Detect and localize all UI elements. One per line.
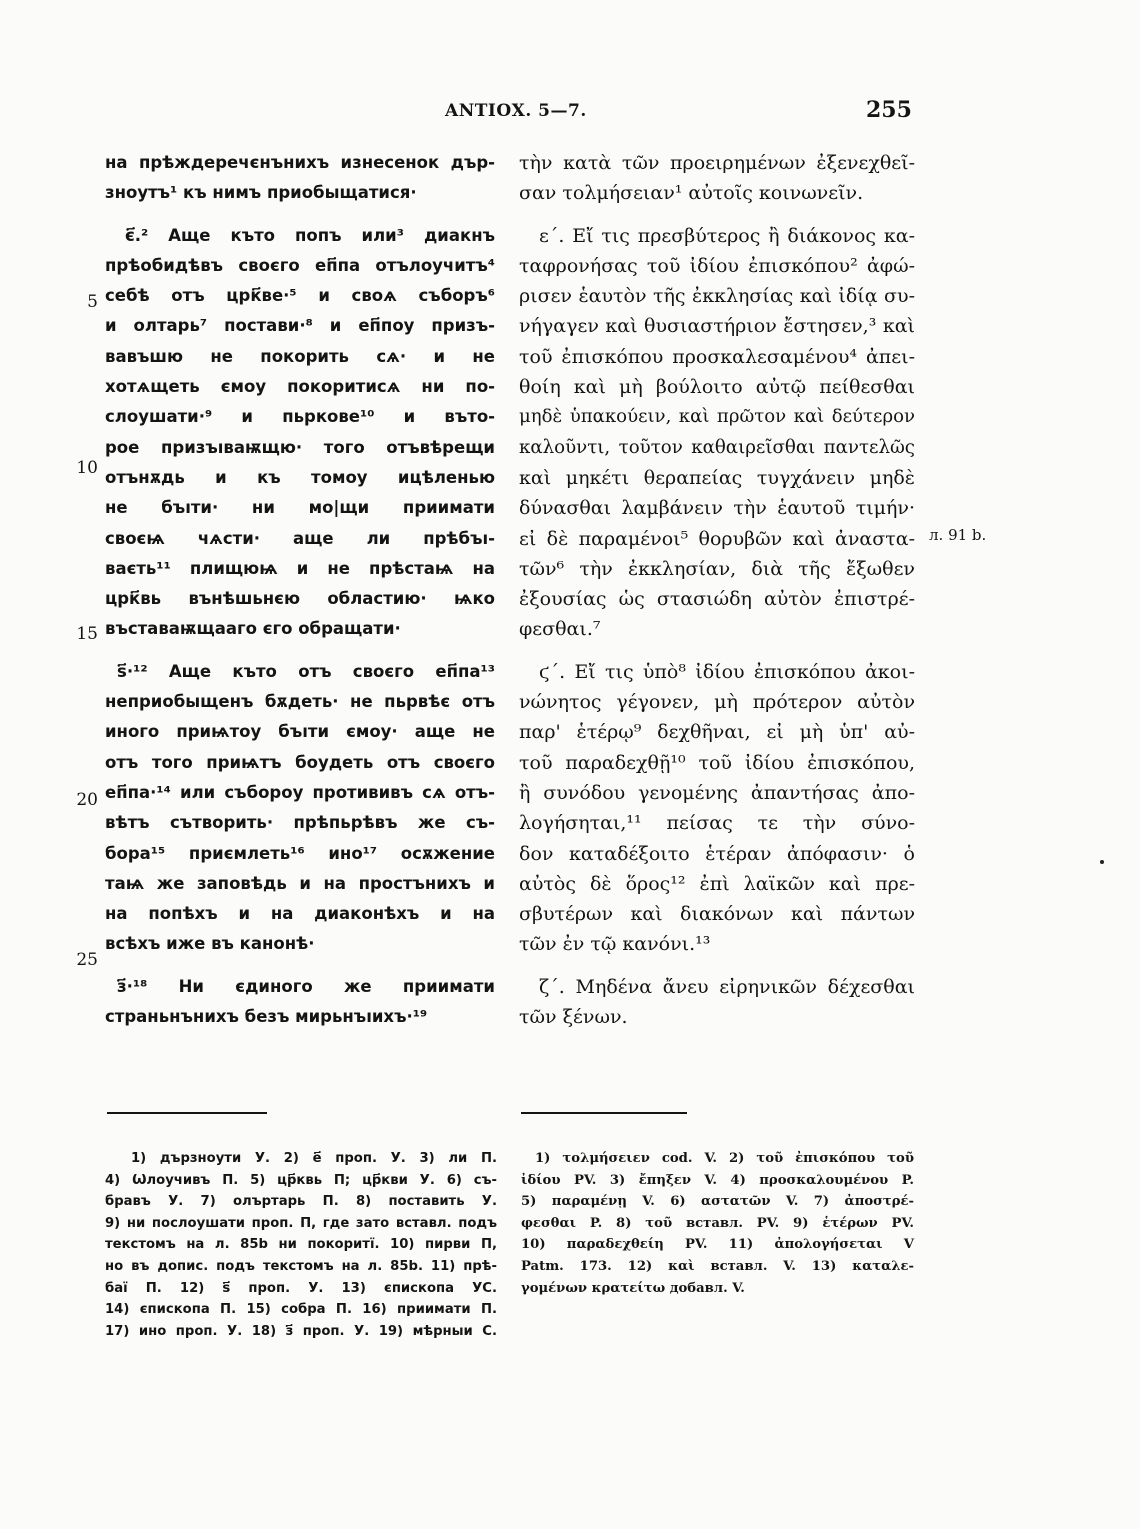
text-line: νήγαγεν καὶ θυσιαστήριον ἔστησεν,³ καὶ bbox=[519, 315, 915, 338]
text-line: ζ΄. Μηδένα ἄνευ εἰρηνικῶν δέχεσθαι bbox=[539, 975, 915, 998]
text-line: своєѩ чѧсти· аще ли прѣбъı- bbox=[105, 528, 495, 548]
text-line: вавъшю не покорить сѧ· и не bbox=[105, 346, 495, 366]
stray-mark bbox=[1100, 860, 1104, 864]
slavonic-footnotes bbox=[105, 1148, 497, 1342]
text-line: вѣтъ сътворить· прѣпьрѣвъ же съ- bbox=[105, 813, 495, 833]
text-line: ρισεν ἑαυτὸν τῆς ἐκκλησίας καὶ ἰδίᾳ συ- bbox=[519, 285, 915, 308]
text-line: καὶ μηκέτι θεραπείας τυγχάνειν μηδὲ bbox=[519, 466, 915, 489]
text-line: ταφρονήσας τοῦ ἰδίου ἐπισκόπου² ἀφώ- bbox=[519, 254, 915, 277]
slavonic-column bbox=[105, 148, 495, 1032]
text-line: всѣхъ иже въ канонѣ· bbox=[105, 934, 315, 954]
footnote-line: бaї П. 12) ѕ҃ проп. У. 13) єпископа УС. bbox=[105, 1280, 497, 1296]
text-line: еп҃па·¹⁴ или събороу протививъ сѧ отъ- bbox=[105, 782, 495, 802]
text-line: ἐξουσίας ὡς στασιώδη αὐτὸν ἐπιστρέ- bbox=[519, 588, 915, 611]
footnote-line: 4) Ѡлоучивъ П. 5) цр҃квь П; цр҃кви У. 6) съ- bbox=[105, 1172, 497, 1188]
line-number: 20 bbox=[76, 790, 98, 810]
text-line: неприобыщенъ бѫдеть· не пьрвѣє отъ bbox=[105, 692, 495, 712]
text-line: страньнънихъ безъ мирьнъıихъ·¹⁹ bbox=[105, 1007, 428, 1027]
text-line: на попѣхъ и на диаконѣхъ и на bbox=[105, 904, 495, 924]
page-number: 255 bbox=[866, 97, 912, 123]
text-line: σβυτέρων καὶ διακόνων καὶ πάντων bbox=[519, 903, 915, 926]
footnote-line: но въ допис. подъ текстомъ на л. 85b. 11) прѣ- bbox=[105, 1258, 497, 1274]
text-line: и олтарь⁷ постави·⁸ и еп҃поу призъ- bbox=[105, 316, 495, 336]
footnote-line: γομένων κρατείτω добавл. V. bbox=[521, 1280, 745, 1296]
footnote-line: бравъ У. 7) олъртарь П. 8) поставить У. bbox=[105, 1194, 497, 1210]
line-number: 5 bbox=[87, 292, 98, 312]
line-number: 15 bbox=[76, 624, 98, 644]
text-line: себѣ отъ црк҃ве·⁵ и своѧ съборъ⁶ bbox=[105, 286, 495, 306]
text-line: ϛ΄. Εἴ τις ὑπὸ⁸ ἰδίου ἐπισκόπου ἀκοι- bbox=[539, 660, 915, 683]
text-line: τοῦ ἐπισκόπου προσκαλεσαμένου⁴ ἀπει- bbox=[519, 345, 915, 368]
footnote-line: 17) ино проп. У. 18) з҃ проп. У. 19) мѣрныи С. bbox=[105, 1323, 497, 1339]
greek-column bbox=[519, 148, 915, 1032]
text-line: отъ того приѩтъ боудеть отъ своєго bbox=[105, 752, 495, 772]
footnote-rule-left bbox=[107, 1112, 267, 1114]
text-line: зноутъ¹ къ нимъ приобыщатися· bbox=[105, 183, 417, 203]
text-line: таѩ же заповѣдь и на простънихъ и bbox=[105, 873, 495, 893]
text-line: δον καταδέξοιτο ἑτέραν ἀπόφασιν· ὁ bbox=[519, 842, 915, 865]
footnote-line: 14) єпископа П. 15) собра П. 16) приимати П. bbox=[105, 1302, 497, 1318]
text-line: καλοῦντι, τοῦτον καθαιρεῖσθαι παντελῶς bbox=[519, 436, 915, 458]
text-line: хотѧщеть ємоу покоритисѧ ни по- bbox=[105, 377, 495, 397]
running-head: ΑΝΤΙΟΧ. 5—7. bbox=[445, 101, 587, 121]
text-line: на прѣждеречєнънихъ изнесенок дър- bbox=[105, 153, 495, 172]
text-line: иного приѩтоу бъıти ємоу· аще не bbox=[105, 722, 495, 742]
text-line: слоушати·⁹ и пьркове¹⁰ и вътo- bbox=[105, 407, 495, 427]
text-line: рое призъıваѭщю· того отъвѣрещи bbox=[105, 437, 495, 457]
text-line: ѕ҃·¹² Аще къто отъ своєго еп҃па¹³ bbox=[117, 661, 495, 681]
text-line: црк҃вь вънѣшьнєю областию· ѩко bbox=[105, 589, 495, 609]
footnote-line: 9) ни послоушати проп. П, где зато вставл. подъ bbox=[105, 1215, 497, 1231]
footnote-line: 5) παραμένῃ V. 6) αστατῶν V. 7) ἀποστρέ- bbox=[521, 1194, 914, 1210]
text-line: з҃·¹⁸ Ни єдиного же приимати bbox=[117, 976, 495, 996]
text-line: τοῦ παραδεχθῇ¹⁰ τοῦ ἰδίου ἐπισκόπου, bbox=[519, 751, 915, 774]
text-line: прѣобидѣвъ своєго еп҃па отълоучитъ⁴ bbox=[105, 255, 495, 275]
manuscript-folio-note: л. 91 b. bbox=[929, 526, 987, 544]
text-line: θοίη καὶ μὴ βούλοιτο αὐτῷ πείθεσθαι bbox=[519, 376, 915, 399]
text-line: σαν τολμήσειαν¹ αὐτοῖς κοινωνεῖν. bbox=[519, 182, 864, 205]
text-line: ваєть¹¹ плищюѩ и не прѣстаѩ на bbox=[105, 558, 495, 578]
footnote-line: Patm. 173. 12) καὶ вставл. V. 13) καταλε- bbox=[521, 1258, 914, 1274]
line-number: 10 bbox=[76, 458, 98, 478]
footnote-line: текстомъ на л. 85b ни покоритї. 10) пирви П, bbox=[105, 1237, 497, 1253]
text-line: τῶν ἐν τῷ κανόνι.¹³ bbox=[519, 933, 711, 956]
text-line: τὴν κατὰ τῶν προειρημένων ἐξενεχθεῖ- bbox=[519, 152, 915, 174]
footnote-rule-right bbox=[521, 1112, 687, 1114]
footnote-line: 1) дързноути У. 2) е҃ проп. У. 3) ли П. bbox=[131, 1151, 497, 1166]
footnote-line: 10) παραδεχθείη PV. 11) ἀπολογήσεται V bbox=[521, 1237, 914, 1253]
text-line: отънѫдь и къ томоу ицѣленью bbox=[105, 467, 495, 487]
text-line: ἢ συνόδου γενομένης ἀπαντήσας ἀπο- bbox=[519, 781, 915, 804]
text-line: не бъıти· ни мо|щи приимати bbox=[105, 498, 495, 518]
text-line: παρ' ἑτέρῳ⁹ δεχθῆναι, εἰ μὴ ὑπ' αὐ- bbox=[519, 721, 915, 744]
text-line: φεσθαι.⁷ bbox=[519, 618, 601, 641]
text-line: αὐτὸς δὲ ὅρος¹² ἐπὶ λαϊκῶν καὶ πρε- bbox=[519, 872, 915, 895]
footnote-line: φεσθαι P. 8) τοῦ вставл. PV. 9) ἑτέρων PV. bbox=[521, 1215, 914, 1231]
text-line: λογήσηται,¹¹ πείσας τε τὴν σύνο- bbox=[519, 812, 915, 835]
text-line: δύνασθαι λαμβάνειν τὴν ἑαυτοῦ τιμήν· bbox=[519, 497, 915, 520]
footnote-line: ἰδίου PV. 3) ἔπηξεν V. 4) προσκαλουμένου P. bbox=[521, 1172, 914, 1188]
greek-footnotes bbox=[521, 1148, 914, 1299]
line-number: 25 bbox=[76, 950, 98, 970]
text-line: бора¹⁵ приємлеть¹⁶ ино¹⁷ осѫжение bbox=[105, 843, 495, 863]
text-line: μηδὲ ὑπακούειν, καὶ πρῶτον καὶ δεύτερον bbox=[519, 406, 915, 428]
text-line: εἰ δὲ παραμένοι⁵ θορυβῶν καὶ ἀναστα- bbox=[519, 527, 915, 550]
footnote-line: 1) τολμήσειεν cod. V. 2) τοῦ ἐπισκόπου τοῦ bbox=[535, 1151, 914, 1166]
text-line: є҃.² Аще къто попъ или³ диакнъ bbox=[125, 225, 495, 245]
text-line: τῶν⁶ τὴν ἐκκλησίαν, διὰ τῆς ἔξωθεν bbox=[519, 557, 915, 580]
text-line: νώνητος γέγονεν, μὴ πρότερον αὐτὸν bbox=[519, 691, 915, 714]
text-line: ε΄. Εἴ τις πρεσβύτερος ἢ διάκονος κα- bbox=[539, 224, 915, 247]
text-line: τῶν ξένων. bbox=[519, 1006, 628, 1029]
text-line: въставаѭщааго єго обращати· bbox=[105, 619, 401, 639]
